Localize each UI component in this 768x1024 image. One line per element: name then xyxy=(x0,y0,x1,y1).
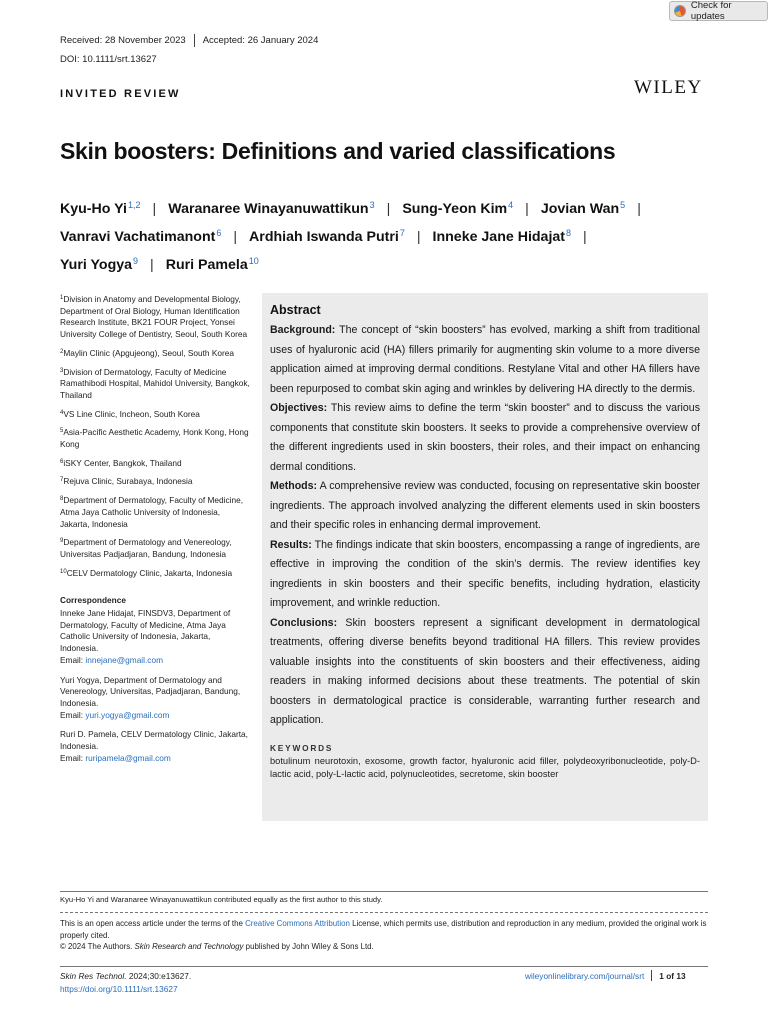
correspondence-heading: Correspondence xyxy=(60,595,126,606)
affiliation: $^8$Department of Dermatology, Faculty of Medicine, Atma Jaya Catholic University of Indonesia, Jakarta, Indonesia xyxy=(60,495,244,529)
affiliation-ref[interactable]: 10 xyxy=(248,256,259,266)
affiliation: $^9$Department of Dermatology and Venereology, Universitas Padjadjaran, Bandung, Indonesia xyxy=(60,537,232,559)
wiley-logo: WILEY xyxy=(634,77,703,98)
divider xyxy=(60,891,708,892)
abstract-section: Conclusions: Skin boosters represent a significant development in dermatological treatments, offering diverse benefits beyond traditional HA fillers. This review provides valuable insights into the constituents of skin boosters and their effectiveness, aiding readers in making informed decisions about these treatments. The potential of skin boosters in dermatological practice is considerable, warranting further research and application. xyxy=(270,616,700,726)
affiliation-ref[interactable]: 3 xyxy=(369,200,375,210)
affiliation-ref[interactable]: 1,2 xyxy=(128,200,141,210)
author[interactable]: Waranaree Winayanuwattikun$^3$ xyxy=(168,200,375,217)
received-date: Received: 28 November 2023 xyxy=(60,35,186,46)
correspondence-entry: Inneke Jane Hidajat, FINSDV3, Department of Dermatology, Faculty of Medicine, Atma Jaya Catholic University of Indonesia, Jakarta, Indonesia. Email: innejane@gmail.com xyxy=(60,608,231,665)
abstract-section: Methods: A comprehensive review was conducted, focusing on representative skin booster ingredients. The approach involved analyzing the different elements used in skin boosters and their specific roles in enhancing dermal improvement. xyxy=(270,480,701,531)
author[interactable]: Jovian Wan$^5$ xyxy=(540,200,626,217)
email-link[interactable]: ruripamela@gmail.com xyxy=(85,752,171,763)
author[interactable]: Inneke Jane Hidajat$^8$ xyxy=(432,228,572,245)
journal-site-link[interactable]: wileyonlinelibrary.com/journal/srt xyxy=(525,970,645,981)
article-type: INVITED REVIEW xyxy=(60,88,181,100)
author[interactable]: Ruri Pamela$^{10}$ xyxy=(165,256,259,273)
affiliations-column xyxy=(60,293,250,773)
citation-footer: Skin Res Technol. 2024;30:e13627. https://doi.org/10.1111/srt.13627 xyxy=(60,971,192,994)
divider xyxy=(651,970,652,981)
page-number: 1 of 13 xyxy=(659,970,686,981)
author-list: Kyu-Ho Yi$^{1,2}$ | Waranaree Winayanuwattikun$^3$ | Sung-Yeon Kim$^4$ | Jovian Wan$^5$ | Vanravi Vachatimanont$^6$ | Ardhiah Iswanda Putri$^7$ | Inneke Jane Hidajat$^8$ | Yuri Yogya$^9$ | Ruri Pamela$^{10}$ xyxy=(60,200,641,273)
affiliation-ref[interactable]: 6 xyxy=(216,228,222,238)
affiliation-ref[interactable]: 5 xyxy=(620,200,626,210)
accepted-date: Accepted: 26 January 2024 xyxy=(202,35,319,46)
author[interactable]: Ardhiah Iswanda Putri$^7$ xyxy=(249,228,405,245)
abstract-box xyxy=(262,293,708,821)
email-link[interactable]: yuri.yogya@gmail.com xyxy=(85,709,170,720)
page-footer xyxy=(525,970,686,981)
affiliation-ref[interactable]: 9 xyxy=(133,256,139,266)
affiliation: $^1$Division in Anatomy and Developmental Biology, Department of Oral Biology, Human Identification Research Institute, BK21 FOUR Project, Yonsei University College of Dentistry, Seoul, South Korea xyxy=(60,294,248,340)
affiliation: $^6$iSKY Center, Bangkok, Thailand xyxy=(60,457,182,468)
check-for-updates-button[interactable] xyxy=(669,1,768,21)
keywords-list: botulinum neurotoxin, exosome, growth factor, hyaluronic acid filler, polydeoxyribonucleotide, poly-D-lactic acid, poly-L-lactic acid, polynucleotides, secretome, skin booster xyxy=(270,755,700,779)
divider xyxy=(60,966,708,967)
abstract-heading: Abstract xyxy=(270,303,321,317)
doi-text: DOI: 10.1111/srt.13627 xyxy=(60,54,157,65)
author[interactable]: Sung-Yeon Kim$^4$ xyxy=(402,200,514,217)
correspondence-entry: Ruri D. Pamela, CELV Dermatology Clinic, Jakarta, Indonesia. Email: ruripamela@gmail.com xyxy=(60,729,248,763)
article-title: Skin boosters: Definitions and varied classifications xyxy=(60,138,616,164)
email-link[interactable]: innejane@gmail.com xyxy=(85,654,163,665)
abstract-section: Results: The findings indicate that skin boosters, encompassing a range of ingredients, are effective in improving the condition of the skin’s dermis. The review identifies key ingredients in skin boosters and their specific benefits, including hydration, elasticity improvement, and wrinkle reduction. xyxy=(270,538,700,609)
affiliation-ref[interactable]: 8 xyxy=(566,228,572,238)
article-dates xyxy=(60,34,318,47)
divider xyxy=(194,34,195,47)
affiliation: $^2$Maylin Clinic (Apgujeong), Seoul, South Korea xyxy=(60,347,234,358)
crossmark-icon xyxy=(674,5,686,17)
doi-link[interactable]: https://doi.org/10.1111/srt.13627 xyxy=(60,984,178,994)
affiliation: $^4$VS Line Clinic, Incheon, South Korea xyxy=(60,408,200,419)
abstract-section: Background: The concept of “skin boosters” has evolved, marking a shift from traditional uses of hyaluronic acid (HA) fillers primarily for augmenting skin volume to a more diverse application aimed at improving dermal conditions. Restylane Vital and other HA fillers have been repurposed to combat skin aging and wrinkles by delivering HA directly to the dermis. xyxy=(270,324,700,395)
check-for-updates-label: Check for updates xyxy=(690,0,732,22)
abstract-body xyxy=(270,321,700,731)
affiliation: $^3$Division of Dermatology, Faculty of Medicine Ramathibodi Hospital, Mahidol University, Bangkok, Thailand xyxy=(60,366,250,400)
keywords-heading: KEYWORDS xyxy=(270,742,334,753)
creative-commons-link[interactable]: Creative Commons Attribution xyxy=(245,919,350,928)
author[interactable]: Kyu-Ho Yi$^{1,2}$ xyxy=(60,200,141,217)
correspondence-entry: Yuri Yogya, Department of Dermatology and Venereology, Universitas, Padjadjaran, Bandung, Indonesia. Email: yuri.yogya@gmail.com xyxy=(60,674,241,720)
affiliation: $^5$Asia-Pacific Aesthetic Academy, Honk Kong, Hong Kong xyxy=(60,427,249,450)
abstract-section: Objectives: This review aims to define the term “skin booster” and to discuss the various components that constitute skin boosters. It seeks to provide a comprehensive overview of the different ingredients used in skin boosters, their roles, and their impact on enhancing dermal conditions. xyxy=(270,402,700,473)
author[interactable]: Yuri Yogya$^9$ xyxy=(60,256,139,273)
license-text: This is an open access article under the terms of the Creative Commons Attribution License, which permits use, distribution and reproduction in any medium, provided the original work is properly cited. © 2024 The Authors. Skin Research and Technology published by John Wiley & Sons Ltd. xyxy=(60,919,707,952)
affiliation-ref[interactable]: 7 xyxy=(399,228,405,238)
affiliation: $^{10}$CELV Dermatology Clinic, Jakarta, Indonesia xyxy=(60,567,233,578)
author[interactable]: Vanravi Vachatimanont$^6$ xyxy=(60,228,222,245)
affiliation-ref[interactable]: 4 xyxy=(508,200,514,210)
divider xyxy=(60,912,708,913)
equal-contribution-note: Kyu-Ho Yi and Waranaree Winayanuwattikun contributed equally as the first author to this study. xyxy=(60,895,383,904)
affiliation: $^7$Rejuva Clinic, Surabaya, Indonesia xyxy=(60,476,193,487)
